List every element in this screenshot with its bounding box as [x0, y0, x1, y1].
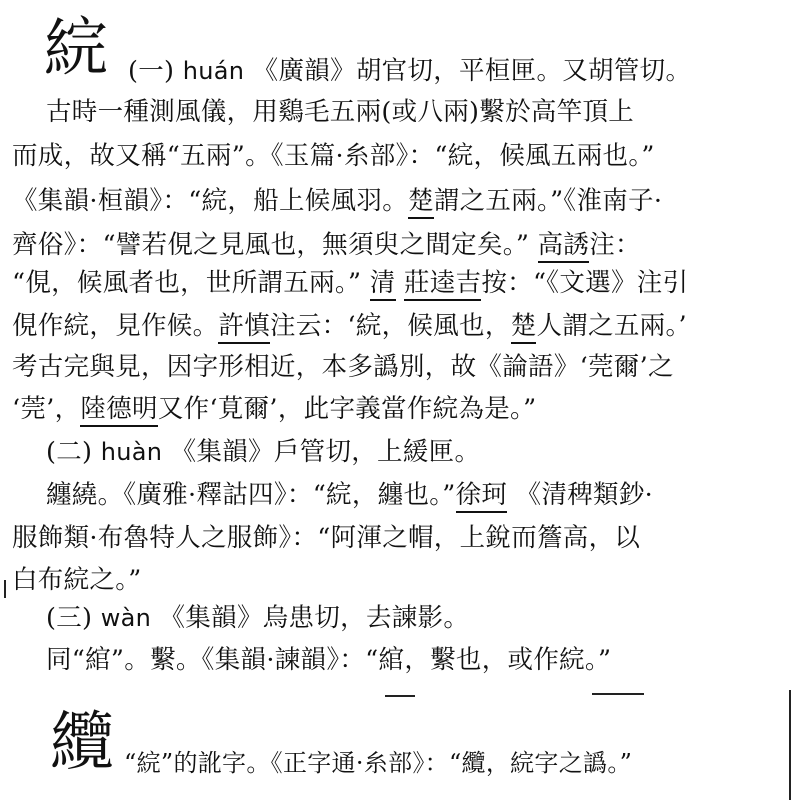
entry-line-4: 《集韻·桓韻》：“綄，船上候風羽。楚謂之五兩。”《淮南子·: [12, 184, 779, 218]
proper-name: 莊逵吉: [404, 268, 481, 301]
entry-line-13: 白布綄之。”: [12, 565, 142, 595]
proper-name: 陸德明: [80, 394, 157, 427]
sense-number: (一): [128, 56, 183, 86]
entry-line-5: 齊俗》：“譬若俔之見風也，無須臾之間定矣。” 高誘注：: [12, 228, 779, 262]
sense-number: (二): [46, 437, 101, 467]
entry-line-9: ‘莞’，陸德明又作‘莧爾’，此字義當作綄為是。”: [12, 392, 779, 426]
proper-name: 清: [370, 268, 396, 301]
entry-line-7: 俔作綄，見作候。許慎注云：‘綄，候風也，楚人謂之五兩。’: [12, 309, 779, 343]
proper-name: 高誘: [538, 230, 590, 263]
pinyin: wàn: [100, 604, 152, 632]
sense-number: (三): [46, 603, 101, 633]
proper-name: 楚: [408, 186, 434, 219]
scan-mark: [789, 690, 791, 800]
entry2-line-1: “綄”的訛字。《正字通·糸部》：“纜，綄字之譌。”: [124, 749, 633, 777]
headword-lan: 纜: [50, 706, 114, 780]
headword-huan: 綄: [44, 12, 108, 86]
entry-line-15: 同“綰”。繫。《集韻·諫韻》：“綰，繫也，或作綄。”: [46, 645, 612, 675]
entry-line-6: “俔，候風者也，世所謂五兩。” 清 莊逵吉按：“《文選》注引: [12, 266, 779, 300]
scan-mark: [385, 695, 415, 697]
scan-mark: [592, 693, 644, 695]
entry-line-14: (三) wàn 《集韻》烏患切，去諫影。: [46, 603, 470, 633]
pinyin: huán: [182, 57, 245, 85]
entry-line-1: (一) huán 《廣韻》胡官切，平桓匣。又胡管切。: [128, 56, 692, 86]
pinyin: huàn: [100, 438, 163, 466]
entry-line-12: 服飾類·布魯特人之服飾》：“阿渾之帽，上銳而簷高，以: [12, 523, 641, 553]
entry-line-8: 考古完與見，因字形相近，本多譌別，故《論語》‘莞爾’之: [12, 352, 674, 382]
scan-mark: [4, 580, 6, 598]
proper-name: 楚: [511, 311, 537, 344]
entry-line-11: 纏繞。《廣雅·釋詁四》：“綄，纏也。”徐珂 《清稗類鈔·: [46, 478, 779, 512]
proper-name: 徐珂: [456, 480, 508, 513]
entry-line-10: (二) huàn 《集韻》戶管切，上緩匣。: [46, 437, 481, 467]
entry-line-3: 而成，故又稱“五兩”。《玉篇·糸部》：“綄，候風五兩也。”: [12, 141, 655, 171]
proper-name: 許慎: [218, 311, 270, 344]
entry-line-2: 古時一種測風儀，用鷄毛五兩(或八兩)繫於高竿頂上: [46, 97, 635, 127]
